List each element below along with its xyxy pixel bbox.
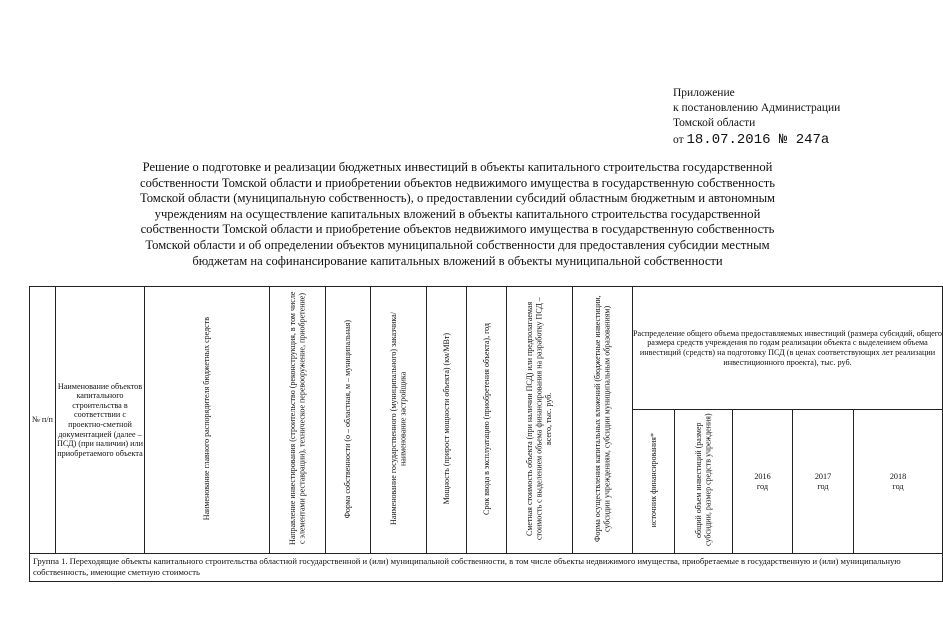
annex-line-2: к постановлению Администрации [673, 102, 841, 114]
col-header-number: № п/п [30, 287, 56, 554]
year-2018-value: 2018 [889, 471, 907, 481]
col-header-ownership-text: Форма собственности (о – областная, м – муниципальная) [343, 319, 353, 518]
subheader-source [633, 410, 675, 554]
year-2017-value: 2017 [814, 471, 832, 481]
col-header-manager [145, 287, 270, 554]
title-line: учреждениям на осуществление капитальных вложений в объекты капитального строительства государственной [154, 206, 761, 221]
annex-block [673, 86, 898, 148]
subheader-total-text: общий объем инвестиций (размер субсидии, размер средств учреждения) [694, 413, 713, 547]
col-header-capacity-text: Мощность (прирост мощности объекта) (км/МВт) [441, 333, 451, 505]
subheader-source-label: источник финансирования [648, 437, 658, 528]
year-2018-word: год [892, 481, 904, 491]
subheader-source-text [649, 433, 658, 527]
subheader-year-2018 [854, 410, 943, 554]
year-2016-value: 2016 [754, 471, 771, 481]
title-line: собственности Томской области и приобретение объектов недвижимого имущества в государственную собственность [140, 222, 775, 237]
col-header-capacity [427, 287, 467, 554]
investment-table [29, 286, 943, 582]
title-line: собственности Томской области и приобретении объектов недвижимого имущества в государственную собственность [139, 175, 775, 190]
title-line: Решение о подготовке и реализации бюджетных инвестиций в объекты капитального строительства государственной [142, 160, 773, 174]
col-header-ownership [326, 287, 371, 554]
col-header-distribution: Распределение общего объема предоставляемых инвестиций (размера субсидий, общего размера средств учреждения по годам реализации объекта с выделением объема инвестиций (средств) на подготовку ПСД (в ценах соответствующих лет реализации инвестиционного проекта), тыс. руб. [633, 287, 943, 410]
annex-date-line [673, 133, 898, 148]
col-header-object-name: Наименование объектов капитального строительства в соответствии с проектно-сметной документацией (далее – ПСД) (при наличии) или приобретаемого объекта [56, 287, 145, 554]
year-2017-word: год [817, 481, 829, 491]
col-header-manager-text: Наименование главного распорядителя бюджетных средств [202, 317, 212, 521]
col-header-cost-text: Сметная стоимость объекта (при наличии ПСД) или предполагаемая стоимость с выделением объема финансирования на разработку ПСД – всего, тыс. руб. [525, 297, 554, 541]
subheader-year-2017 [793, 410, 854, 554]
annex-date-prefix: от [673, 134, 684, 146]
col-header-form [573, 287, 633, 554]
year-2016-word: год [756, 481, 769, 491]
col-header-customer-text: Наименование государственного (муниципального) заказчика/наименование застройщика [389, 312, 408, 526]
title-line: Томской области (муниципальную собственность), о предоставлении субсидий областным бюджетным и автономным [139, 191, 776, 206]
subheader-year-2016 [733, 410, 793, 554]
annex-date-value: 18.07.2016 № 247а [686, 132, 830, 148]
group-1-row: Группа 1. Переходящие объекты капитального строительства областной государственной и (или) муниципальной собственности, в том числе объекты недвижимого имущества, приобретаемые в государственную и (или) муниципальную собственность, имеющие сметную стоимость [30, 554, 943, 582]
subheader-total [675, 410, 733, 554]
document-title [90, 160, 825, 269]
col-header-form-text: Форма осуществления капитальных вложений (бюджетные инвестиции, субсидии учреждениям, субсидии муниципальным образованиям) [593, 295, 612, 543]
annex-line-1: Приложение [673, 87, 735, 99]
title-line: Томской области и об определении объектов муниципальной собственности для предоставления субсидии местным [145, 237, 770, 252]
col-header-direction [270, 287, 326, 554]
col-header-cost [507, 287, 573, 554]
subheader-source-mark: * [648, 433, 658, 438]
title-line: бюджетам на софинансирование капитальных вложений в объекты муниципальной собственности [192, 253, 723, 268]
annex-line-3: Томской области [673, 117, 756, 129]
col-header-customer [371, 287, 427, 554]
col-header-deadline [467, 287, 507, 554]
col-header-direction-text: Направление инвестирования (строительство (реконструкция, в том числе с элементами реставрации), техническое перевооружение, приобретение) [288, 292, 307, 546]
col-header-deadline-text: Срок ввода в эксплуатацию (приобретения объекта), год [481, 322, 491, 515]
